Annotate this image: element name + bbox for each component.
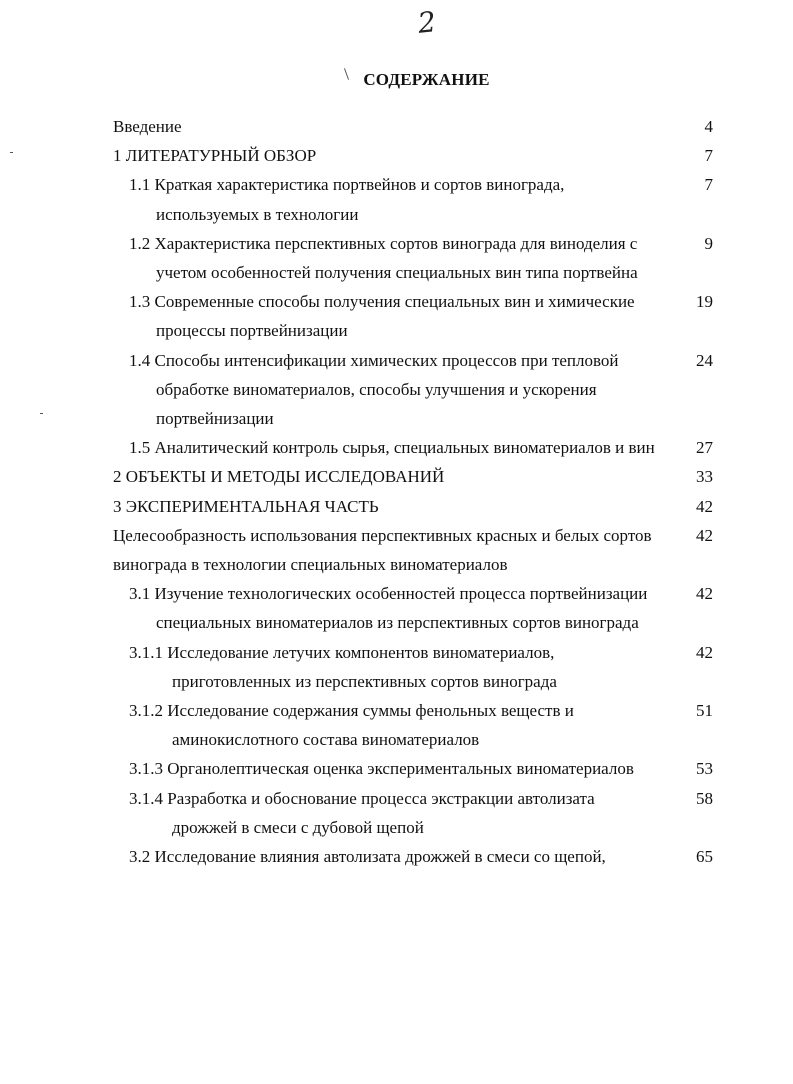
toc-entry-page: 19	[696, 292, 713, 312]
scan-mark	[40, 413, 43, 414]
toc-entry-page: 7	[704, 146, 713, 166]
toc-entry	[113, 521, 713, 579]
toc-entry-text: 1.2 Характеристика перспективных сортов винограда для виноделия с учетом особенностей получения специальных вин типа портвейна	[129, 233, 638, 283]
toc-entry-text: 1 ЛИТЕРАТУРНЫЙ ОБЗОР	[113, 146, 317, 166]
toc-entry	[113, 229, 713, 287]
toc-entry-text: 3.1.1 Исследование летучих компонентов виноматериалов, приготовленных из перспективных сортов винограда	[129, 642, 557, 691]
handwritten-page-number: 2	[416, 5, 438, 40]
toc-entry-page: 33	[696, 467, 713, 487]
toc-entry-text: 3.1 Изучение технологических особенностей процесса портвейнизации специальных виноматериалов из перспективных сортов винограда	[129, 584, 648, 633]
toc-entry	[113, 638, 713, 696]
toc-entry	[113, 696, 713, 754]
toc-entry	[113, 141, 713, 170]
toc-entry-page: 42	[696, 496, 713, 516]
toc-entry-page: 65	[696, 847, 713, 867]
toc-entry-text: 3.2 Исследование влияния автолизата дрожжей в смеси со щепой,	[129, 847, 606, 867]
toc-entry-page: 24	[696, 350, 713, 370]
toc-entry-text: Введение	[113, 117, 182, 136]
toc-entry-page: 53	[696, 759, 713, 779]
toc-entry-page: 27	[696, 438, 713, 458]
toc-entry-page: 42	[696, 584, 713, 604]
toc-entry	[113, 754, 713, 783]
toc-entry	[113, 170, 713, 228]
toc-entry	[113, 287, 713, 345]
table-of-contents	[113, 112, 713, 871]
toc-entry-page: 4	[704, 117, 713, 136]
toc-entry-text: 3 ЭКСПЕРИМЕНТАЛЬНАЯ ЧАСТЬ	[113, 496, 379, 516]
scan-mark	[10, 152, 13, 153]
toc-entry-text: 1.5 Аналитический контроль сырья, специальных виноматериалов и вин	[129, 438, 655, 458]
toc-entry-page: 51	[696, 701, 713, 721]
toc-entry-text: 3.1.2 Исследование содержания суммы фенольных веществ и аминокислотного состава виноматериалов	[129, 701, 574, 750]
toc-entry	[113, 112, 713, 141]
toc-entry	[113, 842, 713, 871]
toc-entry-text: 1.1 Краткая характеристика портвейнов и сортов винограда, используемых в технологии	[129, 175, 565, 224]
toc-entry-text: 3.1.3 Органолептическая оценка экспериментальных виноматериалов	[129, 759, 634, 779]
toc-entry	[113, 579, 713, 637]
toc-entry	[113, 346, 713, 434]
toc-entry	[113, 784, 713, 842]
toc-entry-text: 1.3 Современные способы получения специальных вин и химические процессы портвейнизации	[129, 292, 635, 341]
toc-entry	[113, 492, 713, 521]
toc-entry-page: 42	[696, 525, 713, 545]
toc-entry-text: 1.4 Способы интенсификации химических процессов при тепловой обработке виноматериалов, способы улучшения и ускорения портвейнизации	[129, 350, 619, 429]
toc-entry	[113, 462, 713, 491]
toc-entry-page: 7	[704, 175, 713, 195]
toc-entry-text: 3.1.4 Разработка и обоснование процесса экстракции автолизата дрожжей в смеси с дубовой щепой	[129, 788, 595, 837]
toc-entry-text: 2 ОБЪЕКТЫ И МЕТОДЫ ИССЛЕДОВАНИЙ	[113, 467, 445, 487]
page-title: СОДЕРЖАНИЕ	[363, 70, 490, 89]
toc-entry-page: 9	[704, 233, 713, 253]
toc-entry	[113, 433, 713, 462]
toc-entry-page: 42	[696, 642, 713, 662]
toc-entry-page: 58	[696, 788, 713, 808]
toc-entry-text: Целесообразность использования перспективных красных и белых сортов винограда в технологии специальных виноматериалов	[113, 525, 652, 575]
